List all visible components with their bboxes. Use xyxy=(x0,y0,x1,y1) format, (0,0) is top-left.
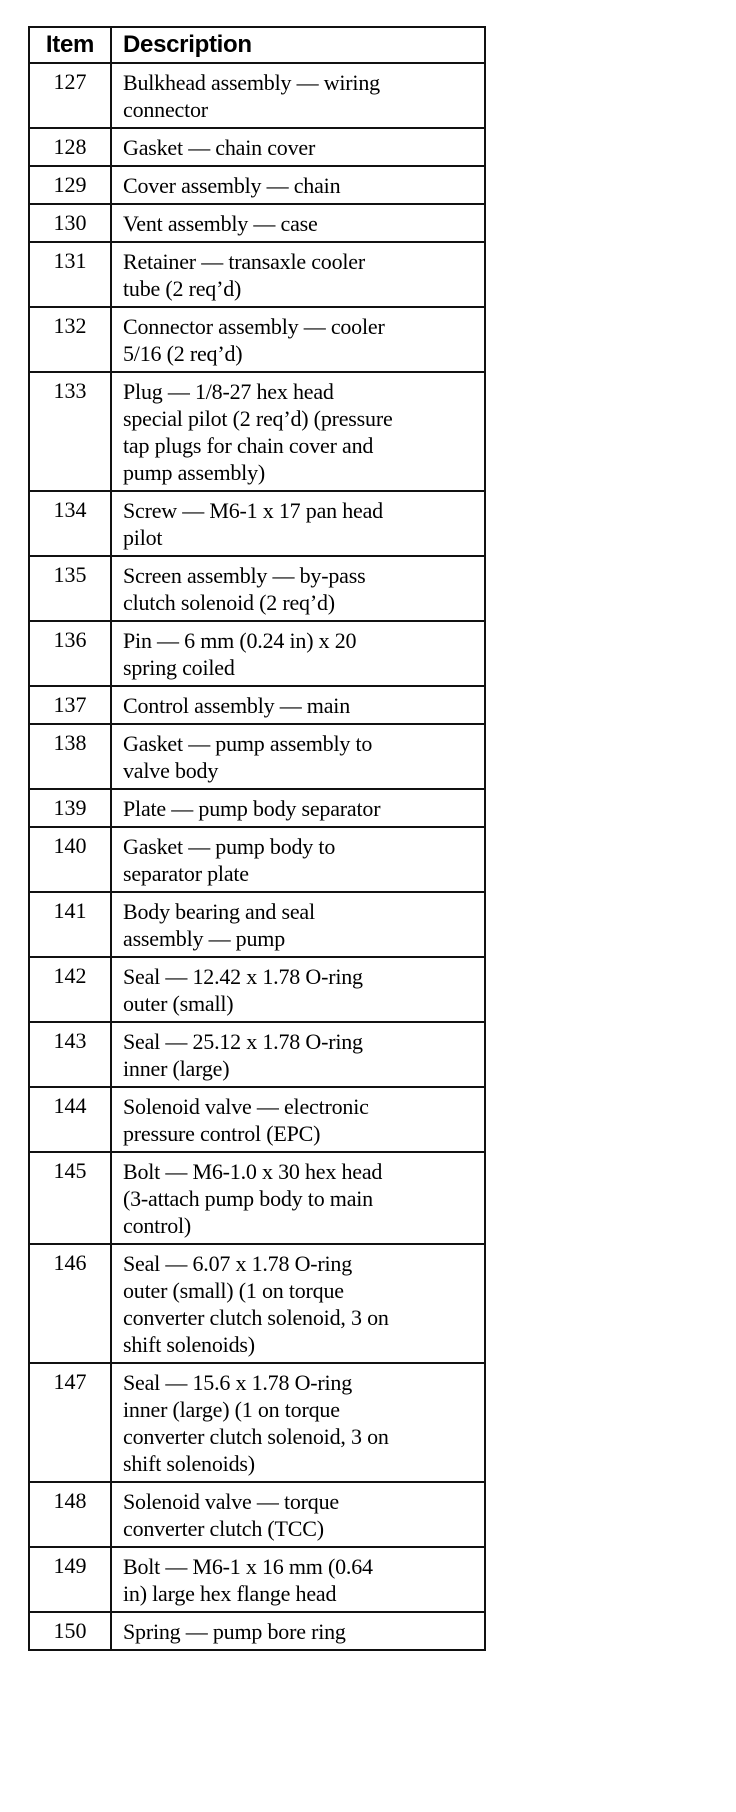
table-row xyxy=(29,242,485,307)
description-line: converter clutch (TCC) xyxy=(123,1516,324,1541)
description-line: Gasket — chain cover xyxy=(123,135,316,160)
table-row xyxy=(29,724,485,789)
table-row xyxy=(29,1244,485,1363)
description-line: Control assembly — main xyxy=(123,693,350,718)
table-row xyxy=(29,1087,485,1152)
description-cell xyxy=(111,1022,485,1087)
description-line: clutch solenoid (2 req’d) xyxy=(123,590,335,615)
description-line: Body bearing and seal xyxy=(123,899,315,924)
item-number-cell: 143 xyxy=(29,1022,111,1087)
item-number-cell: 142 xyxy=(29,957,111,1022)
description-line: connector xyxy=(123,97,208,122)
item-number-cell: 144 xyxy=(29,1087,111,1152)
description-cell xyxy=(111,686,485,724)
description-cell xyxy=(111,204,485,242)
description-cell xyxy=(111,1612,485,1650)
description-line: Screen assembly — by-pass xyxy=(123,563,366,588)
description-line: shift solenoids) xyxy=(123,1332,255,1357)
description-cell xyxy=(111,621,485,686)
description-line: pump assembly) xyxy=(123,460,266,485)
description-line: tube (2 req’d) xyxy=(123,276,242,301)
table-row xyxy=(29,128,485,166)
description-line: (3-attach pump body to main xyxy=(123,1186,373,1211)
item-number-cell: 149 xyxy=(29,1547,111,1612)
description-cell xyxy=(111,789,485,827)
description-line: control) xyxy=(123,1213,192,1238)
description-line: Spring — pump bore ring xyxy=(123,1619,346,1644)
description-line: Solenoid valve — electronic xyxy=(123,1094,369,1119)
description-cell xyxy=(111,827,485,892)
table-row xyxy=(29,491,485,556)
description-cell xyxy=(111,307,485,372)
item-number-cell: 134 xyxy=(29,491,111,556)
description-line: special pilot (2 req’d) (pressure xyxy=(123,406,393,431)
description-cell xyxy=(111,372,485,491)
description-line: Vent assembly — case xyxy=(123,211,318,236)
item-number-cell: 135 xyxy=(29,556,111,621)
description-line: outer (small) (1 on torque xyxy=(123,1278,344,1303)
description-line: assembly — pump xyxy=(123,926,285,951)
table-row xyxy=(29,957,485,1022)
item-number-cell: 139 xyxy=(29,789,111,827)
item-number-cell: 148 xyxy=(29,1482,111,1547)
description-line: outer (small) xyxy=(123,991,234,1016)
description-line: Retainer — transaxle cooler xyxy=(123,249,365,274)
description-cell xyxy=(111,1547,485,1612)
description-line: Plug — 1/8-27 hex head xyxy=(123,379,334,404)
description-line: Plate — pump body separator xyxy=(123,796,381,821)
table-row xyxy=(29,827,485,892)
description-line: pilot xyxy=(123,525,163,550)
description-cell xyxy=(111,556,485,621)
description-cell xyxy=(111,63,485,128)
description-line: shift solenoids) xyxy=(123,1451,255,1476)
parts-table xyxy=(28,26,486,1651)
table-row xyxy=(29,1152,485,1244)
description-line: 5/16 (2 req’d) xyxy=(123,341,243,366)
description-line: valve body xyxy=(123,758,219,783)
description-line: Seal — 6.07 x 1.78 O-ring xyxy=(123,1251,353,1276)
table-row xyxy=(29,1547,485,1612)
description-line: Gasket — pump assembly to xyxy=(123,731,373,756)
description-line: Bolt — M6-1.0 x 30 hex head xyxy=(123,1159,383,1184)
item-number-cell: 150 xyxy=(29,1612,111,1650)
table-body xyxy=(29,63,485,1650)
item-number-cell: 136 xyxy=(29,621,111,686)
description-cell xyxy=(111,724,485,789)
item-number-cell: 131 xyxy=(29,242,111,307)
description-line: tap plugs for chain cover and xyxy=(123,433,374,458)
description-cell xyxy=(111,491,485,556)
description-cell xyxy=(111,128,485,166)
table-row xyxy=(29,63,485,128)
description-line: Gasket — pump body to xyxy=(123,834,336,859)
description-line: Connector assembly — cooler xyxy=(123,314,385,339)
table-row xyxy=(29,892,485,957)
table-row xyxy=(29,1022,485,1087)
description-line: spring coiled xyxy=(123,655,235,680)
description-cell xyxy=(111,1482,485,1547)
item-number-cell: 127 xyxy=(29,63,111,128)
item-column-header: Item xyxy=(29,27,111,63)
table-row xyxy=(29,789,485,827)
header-row xyxy=(29,27,485,63)
item-number-cell: 146 xyxy=(29,1244,111,1363)
description-cell xyxy=(111,242,485,307)
description-line: Pin — 6 mm (0.24 in) x 20 xyxy=(123,628,357,653)
item-number-cell: 130 xyxy=(29,204,111,242)
table-row xyxy=(29,166,485,204)
table-row xyxy=(29,1482,485,1547)
description-column-header: Description xyxy=(111,27,485,63)
description-line: separator plate xyxy=(123,861,249,886)
item-number-cell: 147 xyxy=(29,1363,111,1482)
description-cell xyxy=(111,1087,485,1152)
description-line: Bolt — M6-1 x 16 mm (0.64 xyxy=(123,1554,373,1579)
description-line: inner (large) xyxy=(123,1056,230,1081)
description-cell xyxy=(111,1363,485,1482)
item-number-cell: 137 xyxy=(29,686,111,724)
table-header xyxy=(29,27,485,63)
description-line: converter clutch solenoid, 3 on xyxy=(123,1424,389,1449)
description-line: Cover assembly — chain xyxy=(123,173,341,198)
item-number-cell: 132 xyxy=(29,307,111,372)
item-number-cell: 140 xyxy=(29,827,111,892)
table-row xyxy=(29,307,485,372)
description-cell xyxy=(111,892,485,957)
table-row xyxy=(29,556,485,621)
table-row xyxy=(29,1612,485,1650)
description-line: in) large hex flange head xyxy=(123,1581,337,1606)
description-line: Seal — 25.12 x 1.78 O-ring xyxy=(123,1029,363,1054)
description-line: Seal — 12.42 x 1.78 O-ring xyxy=(123,964,363,989)
item-number-cell: 145 xyxy=(29,1152,111,1244)
item-number-cell: 141 xyxy=(29,892,111,957)
description-cell xyxy=(111,1244,485,1363)
description-cell xyxy=(111,957,485,1022)
description-cell xyxy=(111,166,485,204)
table-row xyxy=(29,686,485,724)
table-row xyxy=(29,1363,485,1482)
description-line: Bulkhead assembly — wiring xyxy=(123,70,380,95)
description-line: Seal — 15.6 x 1.78 O-ring xyxy=(123,1370,353,1395)
description-line: converter clutch solenoid, 3 on xyxy=(123,1305,389,1330)
item-number-cell: 138 xyxy=(29,724,111,789)
description-line: Solenoid valve — torque xyxy=(123,1489,339,1514)
description-line: pressure control (EPC) xyxy=(123,1121,321,1146)
table-row xyxy=(29,372,485,491)
description-cell xyxy=(111,1152,485,1244)
description-line: inner (large) (1 on torque xyxy=(123,1397,340,1422)
item-number-cell: 129 xyxy=(29,166,111,204)
description-line: Screw — M6-1 x 17 pan head xyxy=(123,498,383,523)
table-row xyxy=(29,204,485,242)
item-number-cell: 133 xyxy=(29,372,111,491)
item-number-cell: 128 xyxy=(29,128,111,166)
table-row xyxy=(29,621,485,686)
